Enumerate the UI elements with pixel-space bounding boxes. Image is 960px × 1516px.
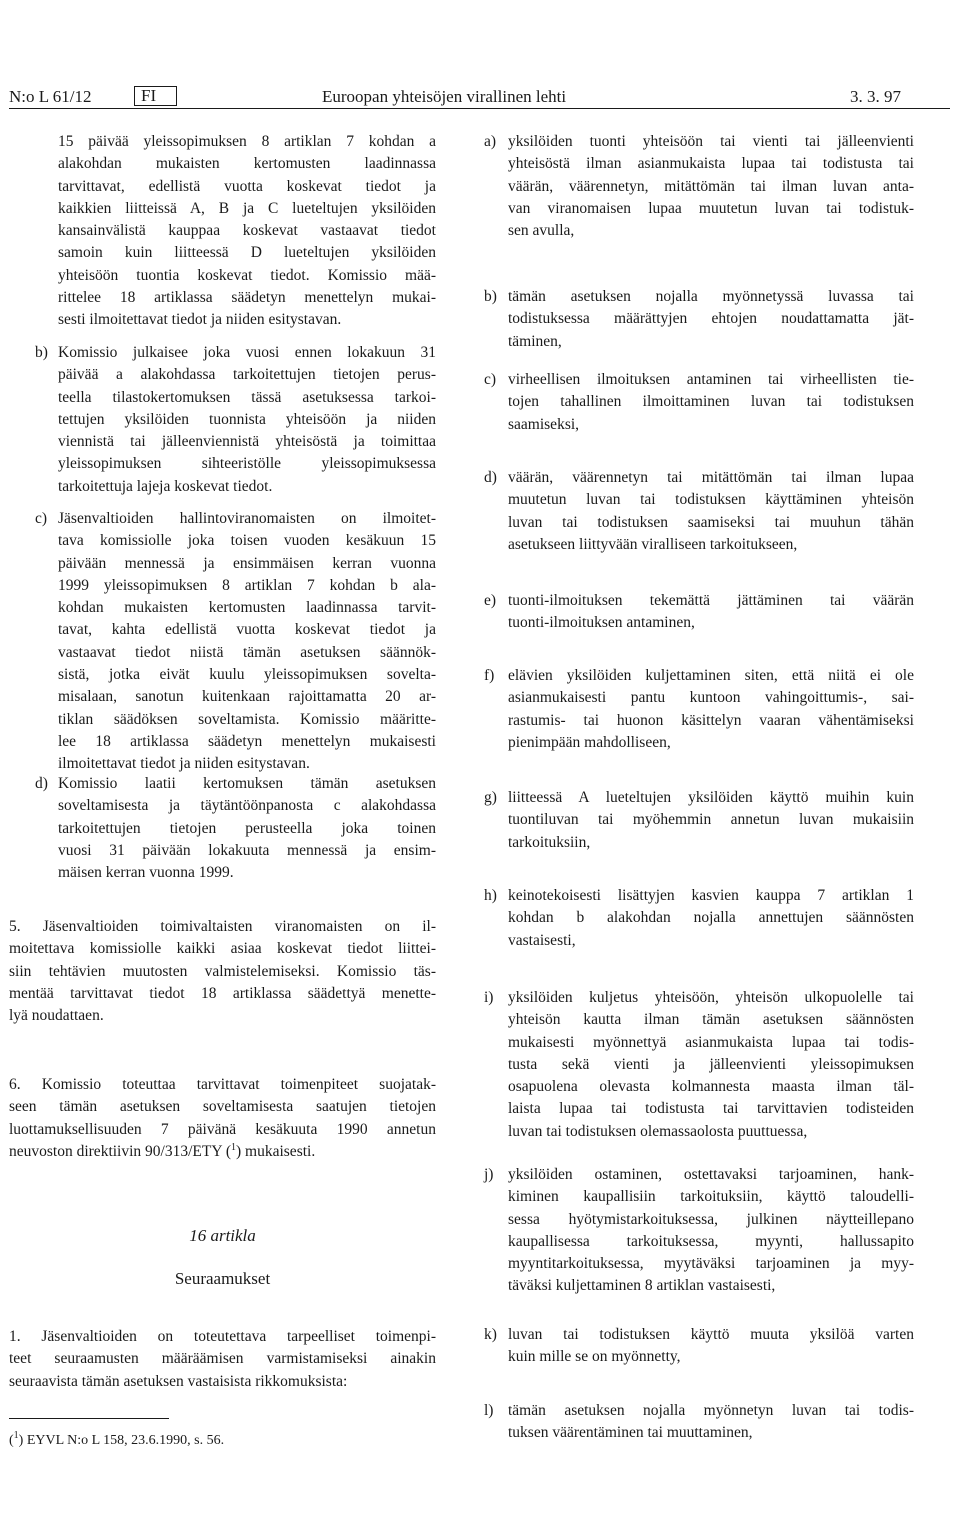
text-line: tuksen väärentäminen tai muuttaminen, — [508, 1424, 753, 1442]
text-line: sessa hyötymistarkoituksessa, julkinen näytteillepano — [508, 1210, 914, 1228]
text-line: virheellisen ilmoituksen antaminen tai virheellisten tie- — [508, 371, 914, 388]
footnote: ($^1$) EYVL N:o L 158, 23.6.1990, s. 56. — [9, 1430, 225, 1448]
text-line: 1. Jäsenvaltioiden on toteutettava tarpeelliset toimenpi- — [9, 1328, 436, 1345]
text-line: samoin kuin liitteessä D lueteltujen yksilöiden — [58, 244, 436, 262]
text-line: sesti ilmoitettavat tiedot ja niiden esitystavan. — [58, 311, 342, 329]
text-line: tavat, kahta edellistä vuotta koskevat tiedot ja — [58, 621, 436, 639]
right-item-label: a) — [484, 133, 497, 150]
text-line: 6. Komissio toteuttaa tarvittavat toimenpiteet suojatak- — [9, 1076, 436, 1093]
right-item-text — [508, 286, 914, 353]
text-line: vuosi 31 päivään lokakuuta mennessä ja ensim- — [58, 841, 436, 859]
text-line: liitteessä A lueteltujen yksilöiden käyttö muihin kuin — [508, 789, 914, 806]
text-line: kohdan mukaisten kertomusten laadinnassa tarvit- — [58, 599, 436, 617]
text-line: luottamuksellisuuden 7 päivänä kesäkuuta 1990 annetun — [9, 1120, 436, 1138]
text-line: tarvittavat, edellistä vuotta koskevat tiedot ja — [58, 177, 436, 195]
right-item-label: l) — [484, 1402, 494, 1419]
right-item-text — [508, 1164, 914, 1298]
text-line: laista lupaa tai todistusta tai tarvittavien todisteiden — [508, 1100, 914, 1118]
text-line: todistuksessa määrättyjen ehtojen noudattamatta jät- — [508, 310, 914, 328]
text-line: tämän asetuksen nojalla myönnetyssä luvassa tai — [508, 288, 914, 305]
text-line: elävien yksilöiden kuljettaminen siten, että niitä ei ole — [508, 667, 914, 684]
text-line: tava komissiolle joka toisen vuoden kesäkuun 15 — [58, 532, 436, 550]
text-line: moitettava komissiolle kaikki asiaa koskevat tiedot liittei- — [9, 940, 436, 958]
text-line: kiminen kaupallisiin tarkoituksiin, käyttö taloudelli- — [508, 1188, 914, 1206]
text-line: päivää a alakohdassa tarkoitettujen tietojen perus- — [58, 366, 436, 384]
item-c-label: c) — [35, 510, 48, 527]
text-line: yksilöiden kuljetus yhteisöön, yhteisön ulkopuolelle tai — [508, 989, 914, 1006]
right-item-label: k) — [484, 1326, 497, 1343]
text-line: tarkoituksiin, — [508, 833, 591, 851]
article-title: Seuraamukset — [174, 1269, 271, 1288]
right-item-text — [508, 467, 914, 556]
text-line: tarkoitettujen tietojen perusteella joka toinen — [58, 819, 436, 837]
footnote-text: EYVL N:o L 158, 23.6.1990, s. 56. — [26, 1433, 225, 1448]
right-item-text — [508, 665, 914, 754]
text-line: kansainvälistä kauppaa koskevat vastaavat tiedot — [58, 222, 436, 240]
text-line: kuin mille se on myönnetty, — [508, 1348, 681, 1366]
language-box: FI — [134, 86, 177, 106]
text-line: saamiseksi, — [508, 415, 580, 433]
text-line: väärän, väärennetyn, mitättömän tai ilman luvan anta- — [508, 177, 914, 195]
text-line: teet seuraamusten määräämisen varmistamiseksi ainakin — [9, 1350, 436, 1368]
text-line: tettujen yksilöiden tuonnista yhteisöön ja niiden — [58, 410, 436, 428]
text-line: mentää tarvittavat tiedot 18 artiklassa säädettyä menette- — [9, 984, 436, 1002]
text-line: tuonti-ilmoituksen antaminen, — [508, 614, 695, 632]
text-line: alakohdan mukaisten kertomusten laadinnassa — [58, 155, 436, 173]
text-line: Komissio laatii kertomuksen tämän asetuksen — [58, 775, 436, 792]
text-line: yksilöiden tuonti yhteisöön tai vienti tai jälleenvienti — [508, 133, 914, 150]
journal-issue-number: N:o L 61/12 — [9, 87, 92, 106]
item-d-label: d) — [35, 775, 48, 792]
footnote-reference: 1 — [231, 1141, 236, 1153]
text-line: yhteisöön tuontia koskevat tiedot. Komissio mää- — [58, 266, 436, 284]
text-line: teella tilastokertomuksen tässä asetuksessa tarkoi- — [58, 388, 436, 406]
text-line: vastaavat tiedot niistä tämän asetuksen säännök- — [58, 643, 436, 661]
text-line: seen tämän asetuksen soveltamisesta saatujen tietojen — [9, 1098, 436, 1116]
article-number: 16 artikla — [189, 1226, 256, 1245]
text-line: seuraavista tämän asetuksen vastaisista rikkomuksista: — [9, 1372, 348, 1390]
right-item-text — [508, 131, 914, 242]
text-line: siin tehtävien muutosten valmistelemiseksi. Komissio täs- — [9, 962, 436, 980]
text-line: yhteisöstä ilman asianmukaista lupaa tai todistusta tai — [508, 155, 914, 173]
text-line: lee 18 artiklassa säädetyn menettelyn mukaisesti — [58, 732, 436, 750]
text-line: vastaisesti, — [508, 931, 576, 949]
right-item-text — [508, 1400, 914, 1445]
text-fragment: ) mukaisesti. — [236, 1142, 316, 1160]
text-line: keinotekoisesti lisättyjen kasvien kauppa 7 artiklan 1 — [508, 887, 914, 904]
text-line: rastumis- tai huonon käsittelyn vaaran vähentämiseksi — [508, 711, 914, 729]
text-line: soveltamisesta ja täytäntöönpanosta c alakohdassa — [58, 797, 436, 815]
text-line: ilmoitettavat tiedot ja niiden esitystavan. — [58, 755, 310, 773]
text-line: 5. Jäsenvaltioiden toimivaltaisten viranomaisten on il- — [9, 918, 436, 935]
text-line: lyä noudattaen. — [9, 1007, 104, 1025]
text-line: van viranomaisen lupaa muutetun luvan tai todistuk- — [508, 199, 914, 217]
text-line: yksilöiden ostaminen, ostettavaksi tarjoaminen, hank- — [508, 1166, 914, 1183]
right-item-text — [508, 787, 914, 854]
text-line: luvan tai todistuksen käyttö muuta yksilöä varten — [508, 1326, 914, 1343]
text-line: Jäsenvaltioiden hallintoviranomaisten on ilmoitet- — [58, 510, 436, 527]
text-line: osapuolena olevasta kolmannesta maasta ilman täl- — [508, 1078, 914, 1096]
text-fragment: neuvoston direktiivin 90/313/ETY ( — [9, 1142, 231, 1160]
text-line: asetukseen liittyvään viralliseen tarkoitukseen, — [508, 535, 798, 553]
text-line: 1999 yleissopimuksen 8 artiklan 7 kohdan b ala- — [58, 576, 436, 594]
text-line: muutetun luvan tai todistuksen käyttäminen yhteisön — [508, 491, 914, 509]
right-item-text — [508, 987, 914, 1143]
text-line: täminen, — [508, 332, 562, 350]
text-line: luvan tai todistuksen saamiseksi tai muuhun tähän — [508, 513, 914, 531]
text-line: yhteisön kautta ilman tämän asetuksen säännösten — [508, 1011, 914, 1029]
text-line: tojen tahallinen ilmoittaminen luvan tai todistuksen — [508, 393, 914, 411]
right-item-label: j) — [484, 1166, 494, 1183]
text-line: pienimpään mahdolliseen, — [508, 733, 671, 751]
text-line: tiklan säädöksen soveltamista. Komissio määritte- — [58, 710, 436, 728]
right-item-label: f) — [484, 667, 495, 684]
text-line: sistä, jotka eivät kuulu yleissopimuksen sovelta- — [58, 666, 436, 684]
text-line: tarkoitettuja lajeja koskevat tiedot. — [58, 477, 273, 495]
text-line: tämän asetuksen nojalla myönnetyn luvan tai todis- — [508, 1402, 914, 1419]
right-item-text — [508, 885, 914, 952]
right-item-label: e) — [484, 592, 497, 609]
right-item-text — [508, 369, 914, 436]
issue-date: 3. 3. 97 — [850, 87, 901, 106]
right-item-label: g) — [484, 789, 497, 806]
right-item-label: b) — [484, 288, 497, 305]
text-line: kaupallisessa tarkoituksessa, myynti, hallussapito — [508, 1232, 914, 1250]
text-line: tuontiluvan tai myöhemmin annetun luvan mukaisiin — [508, 811, 914, 829]
text-line: kaikkien liitteissä A, B ja C lueteltujen yksilöiden — [58, 199, 436, 217]
text-line: väärän, väärennetyn tai mitättömän tai ilman lupaa — [508, 469, 914, 486]
right-item-label: c) — [484, 371, 497, 388]
right-item-text — [508, 1324, 914, 1369]
text-line: mäisen kerran vuonna 1999. — [58, 864, 234, 882]
text-line: täväksi kuljettaminen 8 artiklan vastaisesti, — [508, 1277, 776, 1295]
text-line: asianmukaisesti pantu kuntoon vahingoittumis-, sai- — [508, 689, 914, 707]
right-item-label: i) — [484, 989, 494, 1006]
text-line: viennistä tai jälleenviennistä yhteisöstä ja toimittaa — [58, 433, 436, 451]
right-item-label: h) — [484, 887, 497, 904]
text-line: mukaisesti myönnettyä asianmukaista lupaa tai todis- — [508, 1033, 914, 1051]
text-line: rittelee 18 artiklassa säädetyn menettelyn mukai- — [58, 289, 436, 307]
text-line: 15 päivää yleissopimuksen 8 artiklan 7 kohdan a — [58, 133, 436, 150]
journal-title: Euroopan yhteisöjen virallinen lehti — [322, 87, 567, 106]
text-line: sen avulla, — [508, 222, 575, 240]
text-line: päivään mennessä ja ensimmäisen kerran vuonna — [58, 554, 436, 572]
text-line: myyntitarkoituksessa, myytäväksi tarjoaminen ja myy- — [508, 1255, 914, 1273]
text-line: kohdan b alakohdan nojalla annettujen säännösten — [508, 909, 914, 927]
footnote-mark: 1 — [13, 1430, 19, 1441]
text-line: misalaan, sanotun kuitenkaan rajoittamatta 20 ar- — [58, 688, 436, 706]
text-line: luvan tai todistuksen olemassaolosta puuttuessa, — [508, 1122, 808, 1140]
text-line: tusta sekä vienti ja jälleenvienti yleissopimuksen — [508, 1055, 914, 1073]
text-line: tuonti-ilmoituksen tekemättä jättäminen tai väärän — [508, 592, 914, 609]
item-b-label: b) — [35, 344, 48, 361]
right-item-text — [508, 590, 914, 635]
text-line: Komissio julkaisee joka vuosi ennen lokakuun 31 — [58, 344, 436, 361]
text-line: yleissopimuksen sihteeristölle yleissopimuksessa — [58, 455, 436, 473]
right-item-label: d) — [484, 469, 497, 486]
